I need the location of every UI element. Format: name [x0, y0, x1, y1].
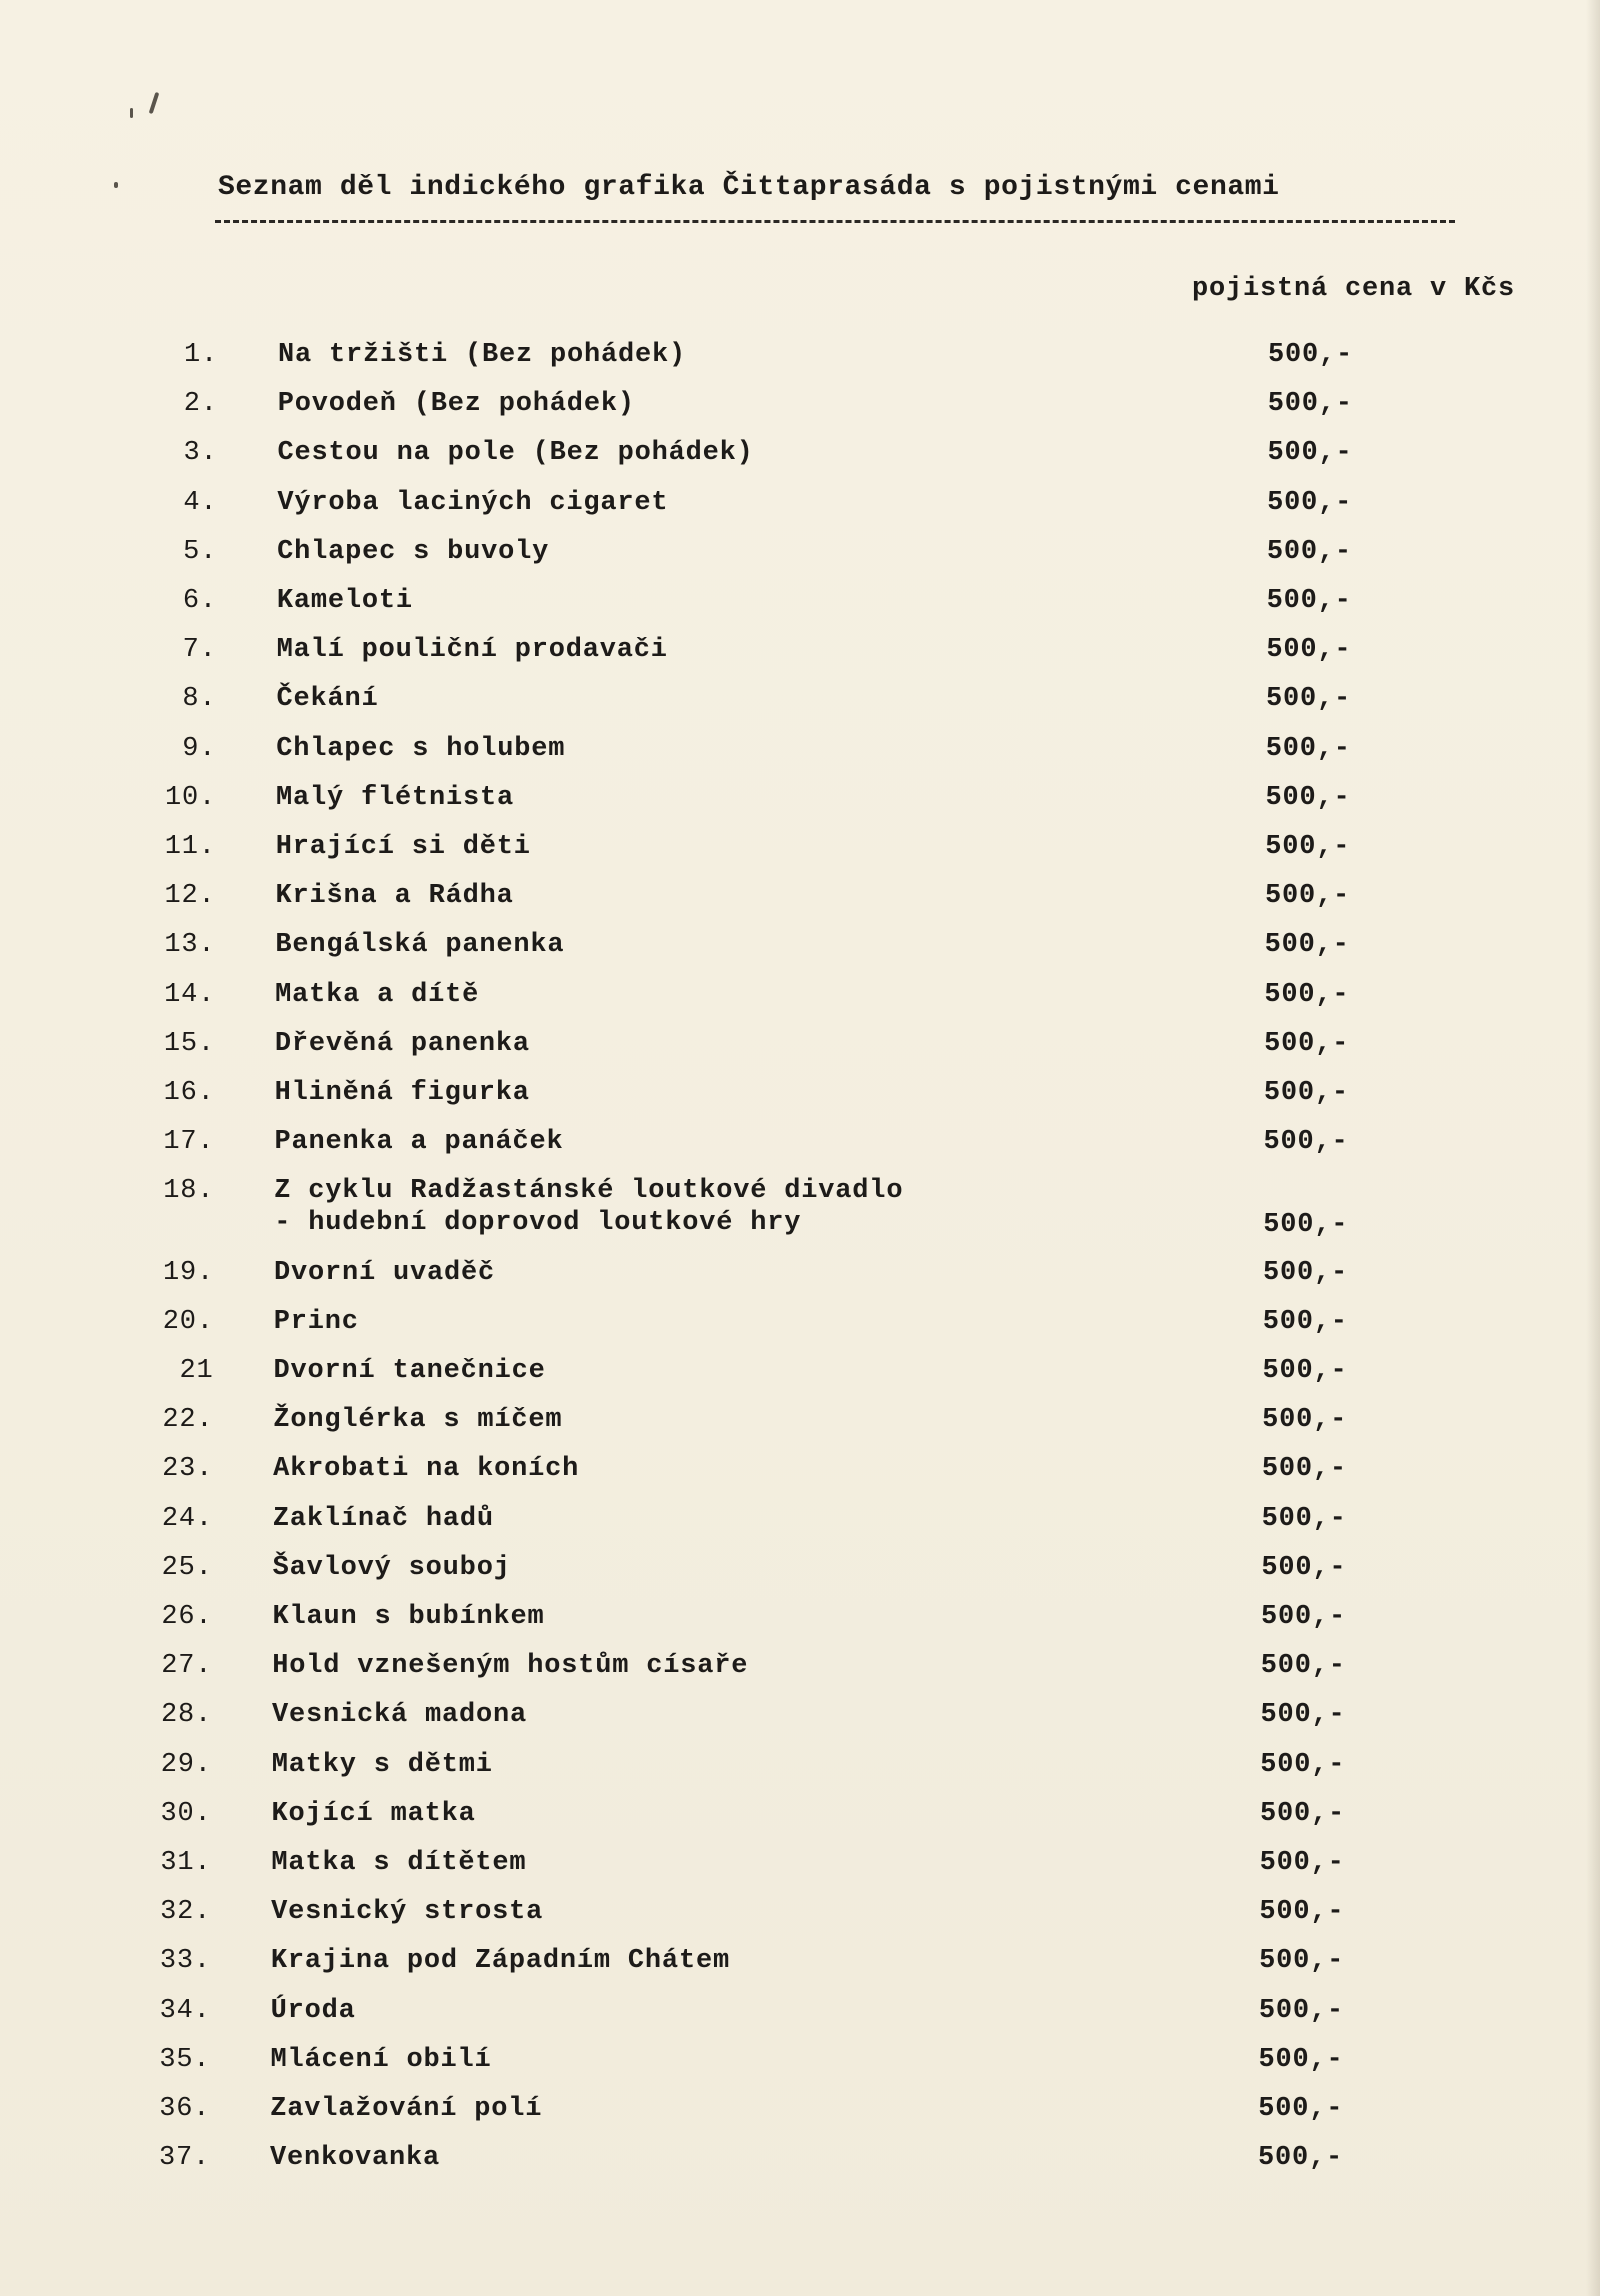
list-item: [0, 438, 1600, 478]
item-price: 500,-: [1268, 340, 1354, 370]
item-title: Krajina pod Západním Chátem: [270, 1946, 730, 1977]
list-item: [0, 1897, 1600, 1937]
item-price: 500,-: [1262, 1405, 1348, 1436]
item-price: 500,-: [1264, 930, 1350, 961]
list-item: [0, 783, 1600, 823]
item-price: 500,-: [1265, 733, 1351, 764]
list-item: [0, 980, 1600, 1020]
item-title: Matka a dítě: [275, 979, 480, 1010]
list-item: [0, 2045, 1600, 2085]
item-title: Kojící matka: [271, 1798, 476, 1829]
item-title: Akrobati na koních: [273, 1454, 580, 1485]
list-item: [0, 1258, 1600, 1298]
item-number: 6.: [182, 586, 217, 616]
item-title: Zavlažování polí: [270, 2094, 543, 2124]
item-title: Mlácení obilí: [270, 2044, 492, 2075]
item-title: Zaklínač hadů: [272, 1503, 494, 1534]
item-title: Klaun s bubínkem: [272, 1602, 545, 1632]
item-price: 500,-: [1267, 389, 1353, 420]
item-number: 17.: [163, 1127, 215, 1158]
item-number: 13.: [164, 930, 216, 961]
item-number: 14.: [164, 979, 216, 1010]
item-title: Kameloti: [276, 586, 413, 616]
list-item: [0, 734, 1600, 774]
item-price: 500,-: [1259, 1848, 1345, 1878]
item-price: 500,-: [1262, 1306, 1348, 1337]
list-item: [0, 635, 1600, 675]
list-item: [0, 1651, 1600, 1691]
item-price: 500,-: [1260, 1700, 1346, 1731]
item-title: Vesnická madona: [272, 1700, 528, 1731]
item-title: Malí pouliční prodavači: [276, 635, 668, 666]
item-price: 500,-: [1261, 1602, 1347, 1632]
item-price: 500,-: [1263, 1078, 1349, 1108]
item-number: 21: [179, 1356, 214, 1386]
item-number: 18.: [163, 1176, 215, 1207]
list-item: [0, 537, 1600, 577]
item-number: 32.: [160, 1897, 212, 1928]
item-number: 2.: [183, 389, 218, 420]
item-title: Šavlový souboj: [272, 1552, 511, 1583]
item-price: 500,-: [1261, 1454, 1347, 1485]
list-item: [0, 2143, 1600, 2183]
item-number: 20.: [162, 1306, 214, 1337]
list-item: [0, 340, 1600, 380]
list-item: [0, 1553, 1600, 1593]
item-title: Hrající si děti: [275, 832, 531, 862]
list-item: [0, 2094, 1600, 2134]
item-price: 500,-: [1260, 1749, 1346, 1780]
item-title: Malý flétnista: [276, 782, 515, 813]
item-number: 23.: [162, 1454, 214, 1485]
item-number: 35.: [159, 2044, 211, 2075]
item-title: Hold vznešeným hostům císaře: [272, 1651, 749, 1682]
list-item: [0, 1176, 1600, 1241]
item-title: Chlapec s buvoly: [277, 536, 550, 567]
item-title: Žonglérka s míčem: [273, 1405, 563, 1436]
item-price: 500,-: [1263, 1210, 1349, 1241]
item-number: 36.: [159, 2094, 211, 2124]
list-item: [0, 1504, 1600, 1544]
list-item: [0, 1848, 1600, 1888]
item-price: 500,-: [1262, 1356, 1348, 1386]
list-item: [0, 1799, 1600, 1839]
item-price: 500,-: [1266, 536, 1352, 567]
item-price: 500,-: [1258, 2143, 1344, 2174]
item-number: 3.: [183, 438, 218, 469]
item-title: Úroda: [270, 1995, 356, 2026]
item-number: 19.: [162, 1257, 214, 1288]
item-number: 28.: [160, 1700, 212, 1731]
item-number: 26.: [161, 1602, 213, 1632]
item-price: 500,-: [1266, 635, 1352, 666]
list-item: [0, 1405, 1600, 1445]
item-price: 500,-: [1260, 1651, 1346, 1682]
list-item: [0, 684, 1600, 724]
item-number: 8.: [182, 684, 217, 715]
item-title: Cestou na pole (Bez pohádek): [277, 438, 754, 469]
item-title: Vesnický strosta: [271, 1897, 544, 1928]
item-title: Povodeň (Bez pohádek): [277, 389, 635, 420]
list-item: [0, 1602, 1600, 1642]
list-item: [0, 1946, 1600, 1986]
item-number: 11.: [164, 832, 216, 862]
title-underline: [215, 220, 1455, 223]
item-number: 31.: [160, 1848, 212, 1878]
item-price: 500,-: [1267, 438, 1353, 469]
list-item: [0, 488, 1600, 528]
item-number: 9.: [182, 733, 217, 764]
item-number: 16.: [163, 1078, 215, 1108]
list-item: [0, 1127, 1600, 1167]
item-title: Venkovanka: [270, 2143, 441, 2174]
item-title: Dvorní tanečnice: [273, 1356, 546, 1386]
item-price: 500,-: [1263, 1127, 1349, 1158]
item-number: 7.: [182, 635, 217, 666]
item-price: 500,-: [1258, 2094, 1344, 2124]
item-title: Výroba laciných cigaret: [277, 487, 669, 518]
item-price: 500,-: [1264, 979, 1350, 1010]
item-price: 500,-: [1259, 1897, 1345, 1928]
price-column-header: pojistná cena v Kčs: [1192, 274, 1516, 304]
item-price: 500,-: [1258, 2044, 1344, 2075]
item-number: 1.: [183, 340, 218, 370]
ink-speck: [114, 182, 118, 188]
item-title: Princ: [273, 1306, 359, 1337]
item-number: 22.: [162, 1405, 214, 1436]
item-number: 12.: [164, 881, 216, 912]
item-title: Bengálská panenka: [275, 930, 565, 961]
list-item: [0, 1996, 1600, 2036]
item-number: 10.: [164, 782, 216, 813]
item-title: Dřevěná panenka: [274, 1028, 530, 1059]
item-title: Krišna a Rádha: [275, 881, 514, 912]
item-title: Chlapec s holubem: [276, 733, 566, 764]
item-number: 4.: [183, 487, 218, 518]
item-title: Matky s dětmi: [271, 1749, 493, 1780]
item-number: 34.: [159, 1995, 211, 2026]
item-price: 500,-: [1259, 1798, 1345, 1829]
item-price: 500,-: [1261, 1503, 1347, 1534]
item-price: 500,-: [1265, 832, 1351, 862]
item-title: Dvorní uvaděč: [274, 1257, 496, 1288]
list-item: [0, 1700, 1600, 1740]
item-title: Z cyklu Radžastánské loutkové divadlo: [274, 1176, 904, 1207]
item-number: 27.: [161, 1651, 213, 1682]
item-number: 37.: [158, 2143, 210, 2174]
list-item: [0, 1078, 1600, 1118]
item-price: 500,-: [1265, 782, 1351, 813]
item-title: Hliněná figurka: [274, 1078, 530, 1108]
list-item: [0, 832, 1600, 872]
list-item: [0, 881, 1600, 921]
item-price: 500,-: [1259, 1946, 1345, 1977]
item-price: 500,-: [1264, 881, 1350, 912]
item-price: 500,-: [1267, 487, 1353, 518]
item-number: 29.: [160, 1749, 212, 1780]
ink-speck: [130, 108, 133, 118]
list-item: [0, 586, 1600, 626]
item-price: 500,-: [1261, 1552, 1347, 1583]
item-title: Čekání: [276, 684, 379, 715]
item-price: 500,-: [1266, 586, 1352, 616]
item-price: 500,-: [1264, 1028, 1350, 1059]
document-title: Seznam děl indického grafika Čittaprasáda s pojistnými cenami: [218, 172, 1280, 203]
list-item: [0, 1750, 1600, 1790]
item-price: 500,-: [1263, 1257, 1349, 1288]
item-title-continuation: - hudební doprovod loutkové hry: [274, 1208, 802, 1239]
item-number: 24.: [161, 1503, 213, 1534]
list-item: [0, 1307, 1600, 1347]
item-price: 500,-: [1266, 684, 1352, 715]
list-item: [0, 1029, 1600, 1069]
item-number: 15.: [163, 1028, 215, 1059]
item-number: 25.: [161, 1552, 213, 1583]
list-item: [0, 1356, 1600, 1396]
item-price: 500,-: [1258, 1995, 1344, 2026]
item-title: Matka s dítětem: [271, 1848, 527, 1878]
item-title: Panenka a panáček: [274, 1127, 564, 1158]
item-number: 30.: [160, 1798, 212, 1829]
list-item: [0, 930, 1600, 970]
list-item: [0, 389, 1600, 429]
item-title: Na tržišti (Bez pohádek): [278, 340, 687, 370]
ink-speck: [149, 92, 160, 114]
item-number: 33.: [159, 1946, 211, 1977]
list-item: [0, 1454, 1600, 1494]
item-number: 5.: [183, 536, 218, 567]
